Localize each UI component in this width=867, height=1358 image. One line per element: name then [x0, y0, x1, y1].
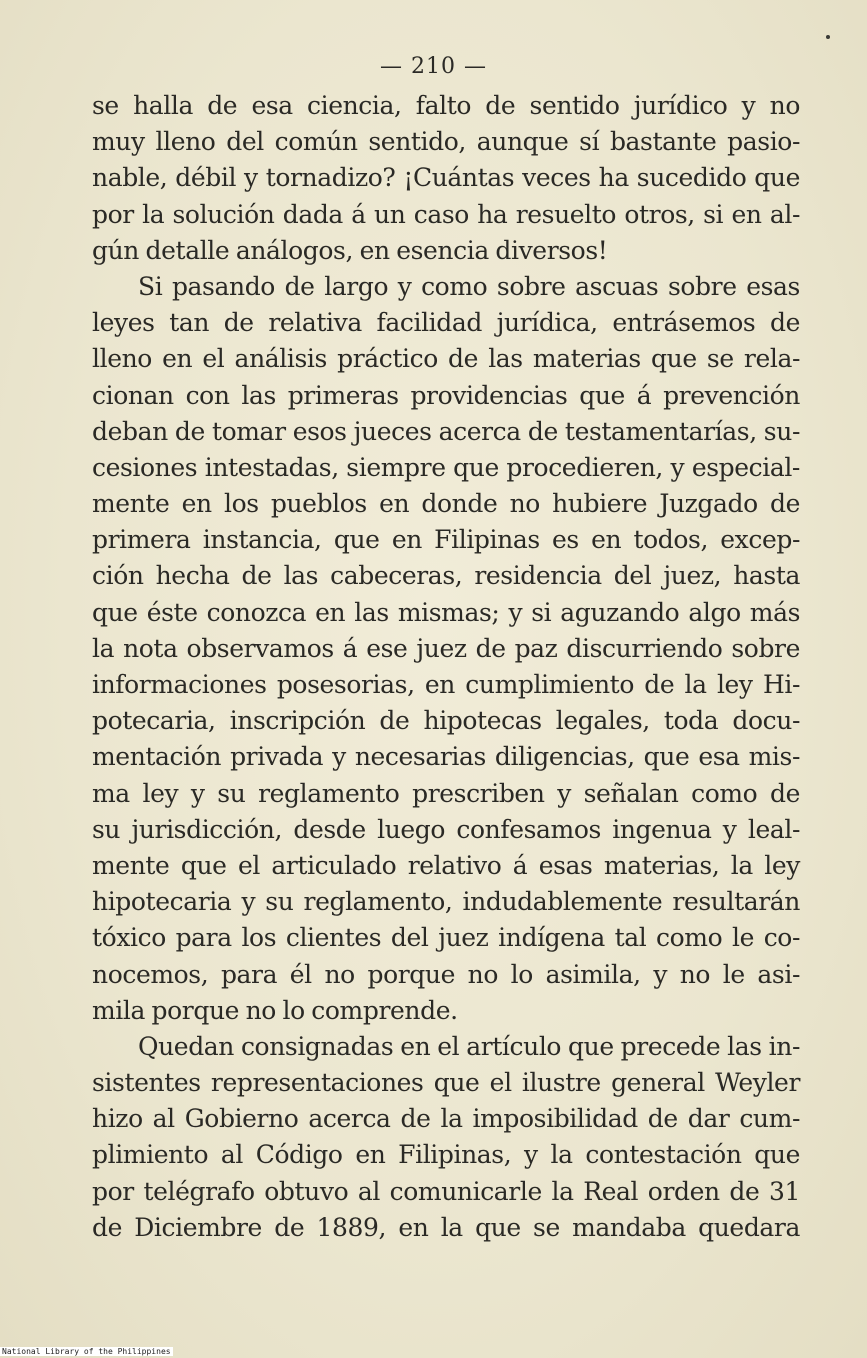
text-line: por la solución dada á un caso ha resuelto otros, si en al- [92, 199, 800, 229]
text-line: tóxico para los clientes del juez indígena tal como le co- [92, 923, 800, 953]
text-line: de Diciembre de 1889, en la que se mandaba quedara [92, 1212, 800, 1242]
text-line: Quedan consignadas en el artículo que precede las in- [138, 1031, 800, 1061]
text-line: muy lleno del común sentido, aunque sí bastante pasio- [92, 127, 800, 157]
text-line: deban de tomar esos jueces acerca de testamentarías, su- [92, 416, 800, 446]
paragraph-2 [92, 269, 800, 1029]
scan-speck [826, 35, 830, 39]
text-line: leyes tan de relativa facilidad jurídica, entrásemos de [92, 308, 800, 338]
library-credit: National Library of the Philippines [2, 1347, 171, 1356]
text-line: informaciones posesorias, en cumplimiento de la ley Hi- [92, 670, 800, 699]
text-line: nocemos, para él no porque no lo asimila, y no le asi- [92, 959, 800, 989]
text-line: su jurisdicción, desde luego confesamos ingenua y leal- [92, 814, 800, 844]
text-line: cesiones intestadas, siempre que procedieren, y especial- [92, 452, 800, 482]
text-line: hizo al Gobierno acerca de la imposibilidad de dar cum- [92, 1104, 800, 1134]
text-line: potecaria, inscripción de hipotecas legales, toda docu- [92, 706, 800, 736]
text-line: Si pasando de largo y como sobre ascuas sobre esas [138, 271, 800, 301]
text-line: lleno en el análisis práctico de las materias que se rela- [92, 344, 800, 374]
text-line: nable, débil y tornadizo? ¡Cuántas veces ha sucedido que [92, 163, 800, 193]
text-line: se halla de esa ciencia, falto de sentido jurídico y no [92, 91, 800, 120]
paragraph-3 [92, 1029, 800, 1246]
text-line: cionan con las primeras providencias que á prevención [92, 380, 800, 410]
paragraph-1 [92, 88, 800, 269]
page-number: — 210 — [380, 54, 487, 79]
text-line: ma ley y su reglamento prescriben y señalan como de [92, 778, 800, 808]
text-line: mila porque no lo comprende. [92, 995, 458, 1025]
text-line: mente en los pueblos en donde no hubiere Juzgado de [92, 489, 800, 519]
text-line: que éste conozca en las mismas; y si aguzando algo más [92, 597, 800, 627]
text-line: por telégrafo obtuvo al comunicarle la Real orden de 31 [92, 1176, 800, 1206]
text-line: gún detalle análogos, en esencia diversos! [92, 235, 608, 265]
text-line: mente que el articulado relativo á esas materias, la ley [92, 850, 800, 880]
text-line: ción hecha de las cabeceras, residencia del juez, hasta [92, 561, 800, 591]
text-line: primera instancia, que en Filipinas es en todos, excep- [92, 525, 800, 555]
body-text [92, 88, 800, 1246]
text-line: la nota observamos á ese juez de paz discurriendo sobre [92, 633, 800, 663]
text-line: sistentes representaciones que el ilustre general Weyler [92, 1068, 800, 1098]
text-line: plimiento al Código en Filipinas, y la contestación que [92, 1140, 800, 1170]
text-line: mentación privada y necesarias diligencias, que esa mis- [92, 742, 800, 772]
text-line: hipotecaria y su reglamento, indudablemente resultarán [92, 887, 800, 917]
